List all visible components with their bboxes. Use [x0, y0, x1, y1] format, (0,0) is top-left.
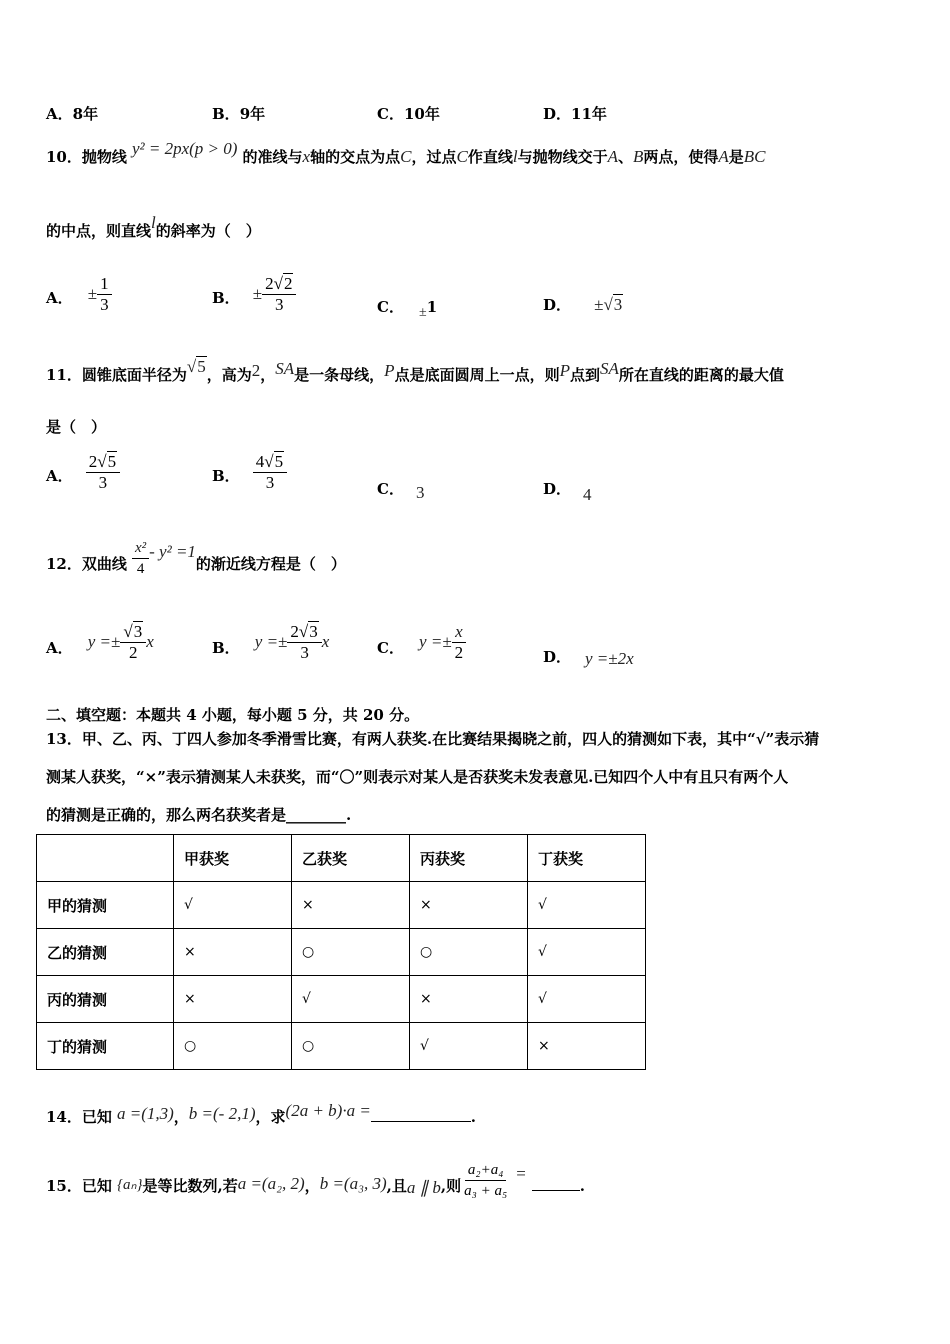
- q12-option-a: A． y =± $\frac{√3}{2}$ x: [46, 622, 154, 662]
- q15-stem: 15．已知 {aₙ}是等比数列,若a =(a₂, 2)，b =(a₃, 3),且a ∥ b,则 $\frac{\text{a₂+a₄}}{\text{a₃ + a₅}}$ =.: [46, 1162, 586, 1199]
- table-row: [37, 929, 646, 976]
- q10-option-b: B． ± $\frac{2√2}{3}$: [212, 274, 296, 315]
- table-row: [37, 976, 646, 1023]
- q13-line1: 13．甲、乙、丙、丁四人参加冬季滑雪比赛，有两人获奖.在比赛结果揭晓之前，四人的猜测如下表，其中“√”表示猜: [46, 730, 820, 748]
- table-cell: 丁的猜测: [37, 1023, 174, 1070]
- q11-option-d: D． 4: [543, 480, 592, 504]
- guess-table: [36, 834, 646, 1070]
- q10-option-c: C． ±1: [377, 298, 438, 320]
- table-header-cell: 丙获奖: [410, 835, 528, 882]
- table-cell: 丙的猜测: [37, 976, 174, 1023]
- q11-option-c: C． 3: [377, 480, 425, 502]
- q11-option-a: A． $\frac{2√5}{3}$: [46, 452, 120, 493]
- q9-option-a: A．8年: [46, 105, 99, 123]
- table-cell: ○: [410, 929, 528, 976]
- q9-option-c: C．10年: [377, 105, 440, 123]
- table-cell: √: [174, 882, 292, 929]
- table-header-cell: 丁获奖: [528, 835, 646, 882]
- table-cell: √: [528, 882, 646, 929]
- table-cell: √: [292, 976, 410, 1023]
- table-row: [37, 882, 646, 929]
- q15-answer-blank[interactable]: [532, 1190, 580, 1191]
- q10-stem-line1: 10．抛物线 y² = 2px(p > 0) 的准线与x轴的交点为点C，过点C作直线l与抛物线交于A、B两点，使得A是BC: [46, 139, 766, 166]
- q12-option-b: B． y =± $\frac{2√3}{3}$ x: [212, 622, 330, 662]
- table-cell: ○: [174, 1023, 292, 1070]
- q11-option-b: B． $\frac{4√5}{3}$: [212, 452, 287, 493]
- table-header-cell: [37, 835, 174, 882]
- table-header-row: [37, 835, 646, 882]
- q10-option-d: D． ±√3: [543, 295, 623, 314]
- table-header-cell: 甲获奖: [174, 835, 292, 882]
- table-cell: ×: [528, 1023, 646, 1070]
- q9-option-b: B．9年: [212, 105, 266, 123]
- table-cell: ○: [292, 1023, 410, 1070]
- q11-stem-line1: 11．圆锥底面半径为√5，高为2，SA是一条母线，P点是底面圆周上一点，则P点到SA所在直线的距离的最大值: [46, 357, 784, 384]
- table-cell: √: [528, 929, 646, 976]
- table-header-cell: 乙获奖: [292, 835, 410, 882]
- q12-stem: 12．双曲线 $\frac{\text{x²}}{4}$ - y² =1的渐近线方程是（ ）: [46, 540, 346, 577]
- table-row: [37, 1023, 646, 1070]
- q14-stem: 14．已知 a =(1,3)，b =(- 2,1)，求(2a + b)·a = .: [46, 1101, 477, 1126]
- table-cell: ×: [410, 882, 528, 929]
- table-cell: ×: [174, 929, 292, 976]
- table-cell: √: [410, 1023, 528, 1070]
- q9-option-d: D．11年: [543, 105, 607, 123]
- q12-option-d: D． y =±2x: [543, 648, 634, 668]
- q12-option-c: C． y =± $\frac{x}{2}$: [377, 622, 466, 663]
- section-2-heading: 二、填空题：本题共 4 小题，每小题 5 分，共 20 分。: [46, 706, 420, 724]
- table-cell: ○: [292, 929, 410, 976]
- q11-stem-line2: 是（ ）: [46, 418, 107, 436]
- table-cell: ×: [410, 976, 528, 1023]
- table-cell: ×: [292, 882, 410, 929]
- q13-line2: 测某人获奖，“×”表示猜测某人未获奖，而“〇”则表示对某人是否获奖未发表意见.已知四个人中有且只有两个人: [46, 768, 789, 786]
- table-cell: √: [528, 976, 646, 1023]
- table-cell: 乙的猜测: [37, 929, 174, 976]
- table-cell: 甲的猜测: [37, 882, 174, 929]
- q14-answer-blank[interactable]: [371, 1121, 471, 1122]
- q10-stem-line2: 的中点，则直线l的斜率为（ ）: [46, 213, 261, 240]
- q10-option-a: A． ± $\frac{1}{3}$: [46, 274, 112, 315]
- table-cell: ×: [174, 976, 292, 1023]
- q13-line3: 的猜测是正确的，那么两名获奖者是________.: [46, 806, 352, 824]
